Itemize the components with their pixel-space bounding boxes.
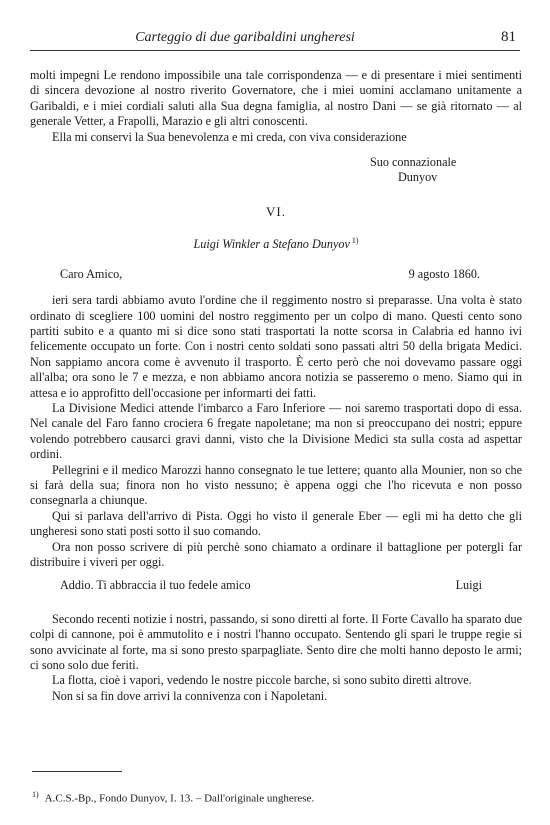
running-title: Carteggio di due garibaldini ungheresi xyxy=(135,30,355,45)
footnote-text: A.C.S.-Bp., Fondo Dunyov, I. 13. – Dall'originale ungherese. xyxy=(44,792,315,805)
closing-row xyxy=(30,578,522,593)
footnote-divider xyxy=(32,771,122,772)
page-body xyxy=(30,68,522,704)
signature: Luigi xyxy=(455,578,482,593)
running-header xyxy=(30,26,520,51)
paragraph: Secondo recenti notizie i nostri, passando, si sono diretti al forte. Il Forte Cavallo ha sparato due colpi di cannone, poi è ammutolito e i nostri l'hanno occupato. Sentendo gli spari le truppe regie si sono avvicinate al forte, ma si sono presto sparpagliate. Sento dire che molti hanno deposto le armi; ci sono solo due feriti. xyxy=(30,611,522,673)
salutation-row xyxy=(30,267,522,282)
signature: Dunyov xyxy=(398,170,438,185)
paragraph: Qui si parlava dell'arrivo di Pista. Oggi ho visto il generale Eber — egli mi ha detto che gli ungheresi sono stati posti sotto il suo comando. xyxy=(30,508,522,539)
page-number: 81 xyxy=(501,29,516,45)
paragraph: molti impegni Le rendono impossibile una tale corrispondenza — e di presentare i miei sentimenti di sincera devozione al nostro riverito Governatore, che i miei uomini acclamano unitamente a Garibaldi, e i miei cordiali saluti alla Sua degna famiglia, al nostro Dani — se già ritornato — al generale Vetter, a Frapolli, Marazio e gli altri conoscenti. xyxy=(30,68,522,129)
paragraph: Ora non posso scrivere di più perchè sono chiamato a ordinare il battaglione per potergli far distribuire i viveri per oggi. xyxy=(30,539,522,570)
sign-off: Suo connazionale xyxy=(370,155,457,170)
letter-heading-text: Luigi Winkler a Stefano Dunyov xyxy=(193,237,350,252)
closing: Addio. Ti abbraccia il tuo fedele amico xyxy=(60,578,251,593)
paragraph: Non si sa fin dove arrivi la connivenza con i Napoletani. xyxy=(52,688,328,703)
footnote-mark: 1) xyxy=(32,790,39,799)
paragraph: ieri sera tardi abbiamo avuto l'ordine che il reggimento nostro si preparasse. Una volta è stato ordinato di scegliere 100 uomini del nostro reggimento per un colpo di mano. Questi cento sono partiti subito e a quanto mi si dice sono stati trasportati la notte scorsa in Calabria ed hanno ivi felicemente occupato un forte. Con i nostri cento soldati sono passati altri 50 della brigata Medici. Non sappiamo ancora come è avvenuto il trasporto. È certo però che noi dovevamo passare oggi all'alba; ora sono le 7 e mezza, e non abbiamo ancora notizia se passeremo o meno. Siamo qui in attesa e io approfitto dell'occasione per informarti dei fatti. xyxy=(30,293,522,400)
section-number: VI. xyxy=(266,203,286,219)
signature-block xyxy=(370,155,522,186)
paragraph: Ella mi conservi la Sua benevolenza e mi creda, con viva considerazione xyxy=(52,129,407,144)
paragraph: Pellegrini e il medico Marozzi hanno consegnato le tue lettere; quanto alla Mounier, non so che si farà della sua; finora non ho visto nessuno; è appena oggi che l'ho ricevuta e non posso consegnarla a chiunque. xyxy=(30,462,522,508)
letter-date: 9 agosto 1860. xyxy=(408,266,480,281)
letter-heading xyxy=(30,233,522,252)
postscript xyxy=(30,612,522,704)
footnote xyxy=(32,790,314,805)
paragraph: La Divisione Medici attende l'imbarco a Faro Inferiore — noi saremo trasportati dopo di essa. Nel canale del Faro fanno crociera 6 fregate napoletane; ma non si preoccupano dei nostri; eppure volendo potrebbero causarci gravi danni, visto che la Divisione Medici sta sulla costa ad aspettar ordini. xyxy=(30,400,522,462)
paragraph: La flotta, cioè i vapori, vedendo le nostre piccole barche, si sono subito diretti altrove. xyxy=(52,673,472,688)
salutation: Caro Amico, xyxy=(60,266,123,281)
footnote-reference: 1) xyxy=(351,236,359,246)
